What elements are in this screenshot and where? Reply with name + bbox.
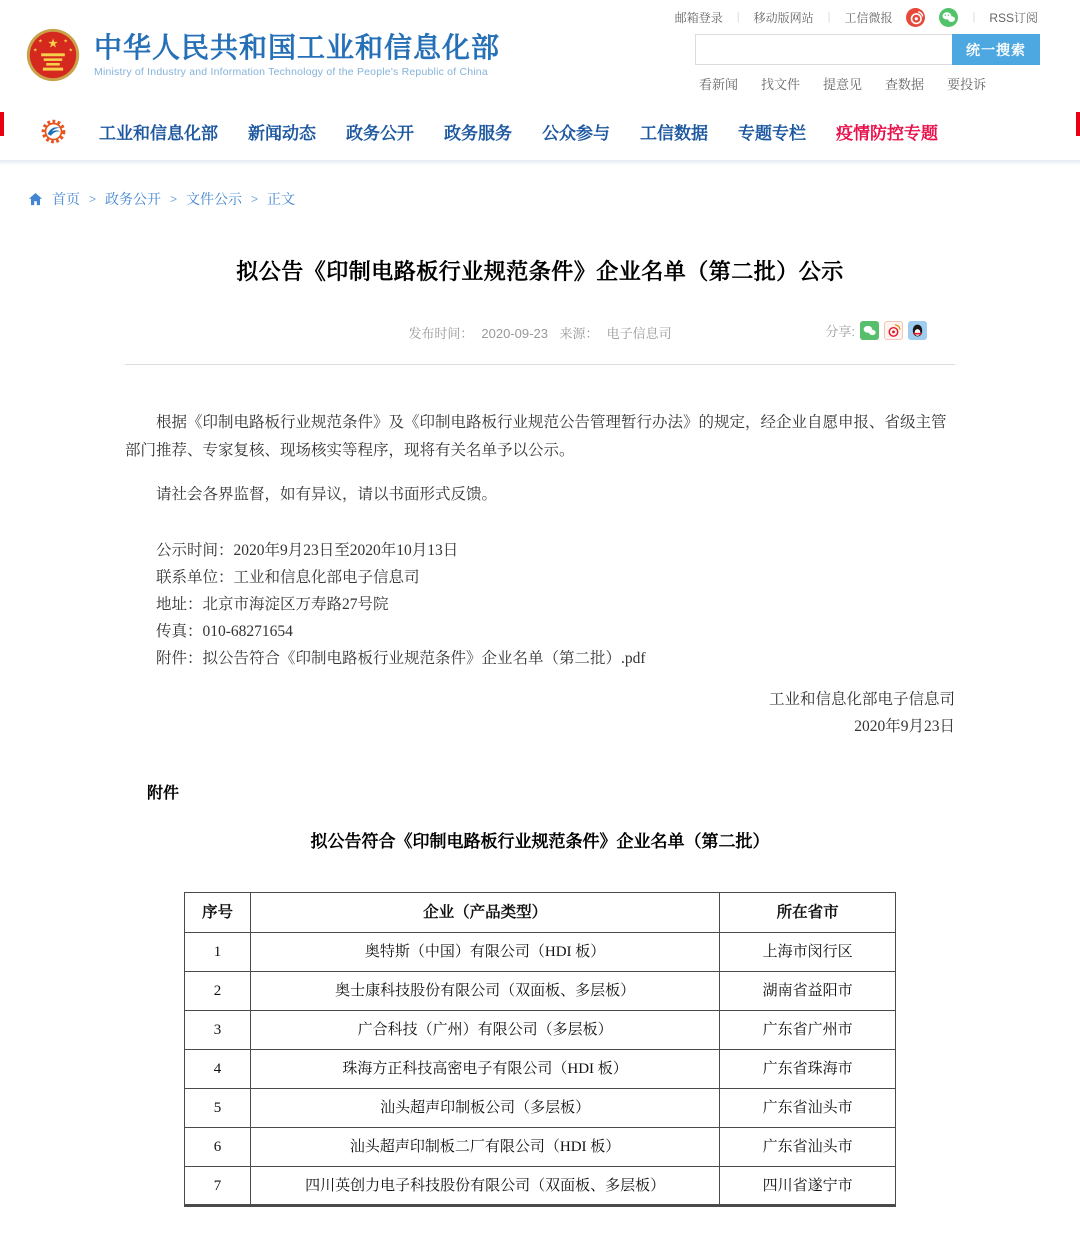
share-weibo-icon[interactable] — [884, 321, 903, 340]
miit-logo-icon — [40, 118, 67, 145]
company-table — [184, 892, 896, 1207]
nav-item-covid[interactable]: 疫情防控专题 — [836, 123, 938, 143]
rss-link[interactable]: RSS订阅 — [989, 10, 1038, 25]
share-label: 分享: — [825, 324, 855, 339]
site-header — [0, 26, 1080, 102]
company-table-body — [185, 933, 896, 1206]
quick-link-files[interactable]: 找文件 — [761, 77, 801, 92]
unified-search-button[interactable]: 统一搜索 — [952, 34, 1040, 65]
notice-period: 公示时间：2020年9月23日至2020年10月13日 — [156, 542, 459, 559]
cell-company: 汕头超声印制板二厂有限公司（HDI 板） — [250, 1128, 719, 1167]
cell-index: 1 — [185, 933, 251, 972]
separator: | — [736, 11, 740, 23]
breadcrumb — [0, 165, 1080, 209]
wechat-icon[interactable] — [939, 8, 958, 27]
contact-unit: 联系单位：工业和信息化部电子信息司 — [156, 569, 420, 586]
mobile-site-link[interactable]: 移动版网站 — [753, 10, 814, 25]
cell-company: 珠海方正科技高密电子有限公司（HDI 板） — [250, 1050, 719, 1089]
share-box — [825, 321, 927, 340]
miit-weekly-link[interactable]: 工信微报 — [844, 10, 893, 25]
cell-index: 2 — [185, 972, 251, 1011]
source-value: 电子信息司 — [606, 326, 672, 341]
cell-index: 6 — [185, 1128, 251, 1167]
signature-department: 工业和信息化部电子信息司 — [768, 691, 955, 708]
nav-item-gov-service[interactable]: 政务服务 — [444, 123, 512, 143]
svg-text:★: ★ — [47, 36, 59, 51]
column-header-index: 序号 — [185, 893, 251, 933]
cell-province: 上海市闵行区 — [720, 933, 896, 972]
table-row — [185, 1050, 896, 1089]
site-brand — [26, 28, 500, 82]
breadcrumb-current[interactable]: 正文 — [267, 191, 296, 207]
cell-province: 广东省广州市 — [720, 1011, 896, 1050]
svg-text:★: ★ — [33, 47, 38, 54]
article-body — [125, 409, 955, 1207]
cell-province: 广东省珠海市 — [720, 1050, 896, 1089]
breadcrumb-gov-open[interactable]: 政务公开 — [105, 191, 162, 207]
site-title-cn: 中华人民共和国工业和信息化部 — [94, 31, 501, 63]
page-title: 拟公告《印制电路板行业规范条件》企业名单（第二批）公示 — [236, 259, 844, 284]
svg-text:★: ★ — [38, 38, 43, 45]
signature-date: 2020年9月23日 — [854, 718, 955, 735]
home-icon — [28, 192, 43, 207]
cell-province: 四川省遂宁市 — [720, 1167, 896, 1206]
article — [125, 255, 955, 1233]
info-block — [125, 537, 955, 672]
article-meta — [125, 323, 955, 343]
column-header-province: 所在省市 — [720, 893, 896, 933]
source-label: 来源： — [559, 326, 599, 341]
breadcrumb-separator: > — [170, 192, 178, 206]
share-qq-icon[interactable] — [908, 321, 927, 340]
column-header-company: 企业（产品类型） — [250, 893, 719, 933]
meta-divider — [125, 364, 955, 365]
cell-province: 湖南省益阳市 — [720, 972, 896, 1011]
quick-link-suggest[interactable]: 提意见 — [823, 77, 863, 92]
nav-item-news[interactable]: 新闻动态 — [248, 123, 316, 143]
cell-index: 3 — [185, 1011, 251, 1050]
breadcrumb-home[interactable]: 首页 — [52, 191, 80, 207]
left-edge-mark — [0, 112, 4, 136]
search-zone — [695, 34, 1040, 93]
quick-link-data[interactable]: 查数据 — [885, 77, 925, 92]
attachment-section-label: 附件 — [147, 785, 180, 802]
right-edge-mark — [1076, 112, 1080, 136]
nav-item-special[interactable]: 专题专栏 — [738, 123, 806, 143]
fax: 传真：010-68271654 — [156, 623, 293, 640]
top-utility-bar — [0, 0, 1080, 26]
cell-company: 四川英创力电子科技股份有限公司（双面板、多层板） — [250, 1167, 719, 1206]
table-header-row — [185, 893, 896, 933]
signature-block — [125, 686, 955, 740]
separator: | — [827, 11, 831, 23]
nav-item-data[interactable]: 工信数据 — [640, 123, 708, 143]
cell-index: 5 — [185, 1089, 251, 1128]
quick-link-news[interactable]: 看新闻 — [699, 77, 739, 92]
table-row — [185, 1089, 896, 1128]
quick-links — [695, 74, 1040, 93]
cell-province: 广东省汕头市 — [720, 1128, 896, 1167]
table-row — [185, 1167, 896, 1206]
publish-time-value: 2020-09-23 — [481, 326, 548, 341]
nav-item-miit[interactable]: 工业和信息化部 — [99, 123, 218, 143]
svg-text:★: ★ — [68, 47, 73, 54]
separator: | — [972, 11, 976, 23]
breadcrumb-file-notice[interactable]: 文件公示 — [186, 191, 243, 207]
cell-index: 4 — [185, 1050, 251, 1089]
weibo-icon[interactable] — [906, 8, 925, 27]
attachment-table-title: 拟公告符合《印制电路板行业规范条件》企业名单（第二批） — [310, 832, 770, 851]
cell-company: 奥特斯（中国）有限公司（HDI 板） — [250, 933, 719, 972]
cell-company: 汕头超声印制板公司（多层板） — [250, 1089, 719, 1128]
paragraph: 请社会各界监督，如有异议，请以书面形式反馈。 — [156, 486, 498, 503]
breadcrumb-separator: > — [89, 192, 97, 206]
search-input[interactable] — [695, 34, 952, 65]
nav-item-participation[interactable]: 公众参与 — [542, 123, 610, 143]
national-emblem-icon — [26, 28, 80, 82]
nav-item-gov-open[interactable]: 政务公开 — [346, 123, 414, 143]
table-row — [185, 972, 896, 1011]
cell-company: 奥士康科技股份有限公司（双面板、多层板） — [250, 972, 719, 1011]
breadcrumb-separator: > — [251, 192, 259, 206]
mail-login-link[interactable]: 邮箱登录 — [674, 10, 723, 25]
svg-text:★: ★ — [63, 38, 68, 45]
publish-time-label: 发布时间： — [408, 326, 474, 341]
table-row — [185, 933, 896, 972]
cell-company: 广合科技（广州）有限公司（多层板） — [250, 1011, 719, 1050]
quick-link-complain[interactable]: 要投诉 — [947, 77, 987, 92]
table-row — [185, 1011, 896, 1050]
paragraph: 根据《印制电路板行业规范条件》及《印制电路板行业规范公告管理暂行办法》的规定，经企业自愿申报、省级主管部门推荐、专家复核、现场核实等程序，现将有关名单予以公示。 — [125, 414, 947, 459]
cell-province: 广东省汕头市 — [720, 1089, 896, 1128]
site-title-en: Ministry of Industry and Information Technology of the People's Republic of China — [94, 65, 488, 78]
attachment-link[interactable]: 附件：拟公告符合《印制电路板行业规范条件》企业名单（第二批）.pdf — [156, 650, 646, 667]
table-row — [185, 1128, 896, 1167]
cell-index: 7 — [185, 1167, 251, 1206]
address: 地址：北京市海淀区万寿路27号院 — [156, 596, 389, 613]
share-wechat-icon[interactable] — [860, 321, 879, 340]
main-nav — [0, 102, 1080, 160]
